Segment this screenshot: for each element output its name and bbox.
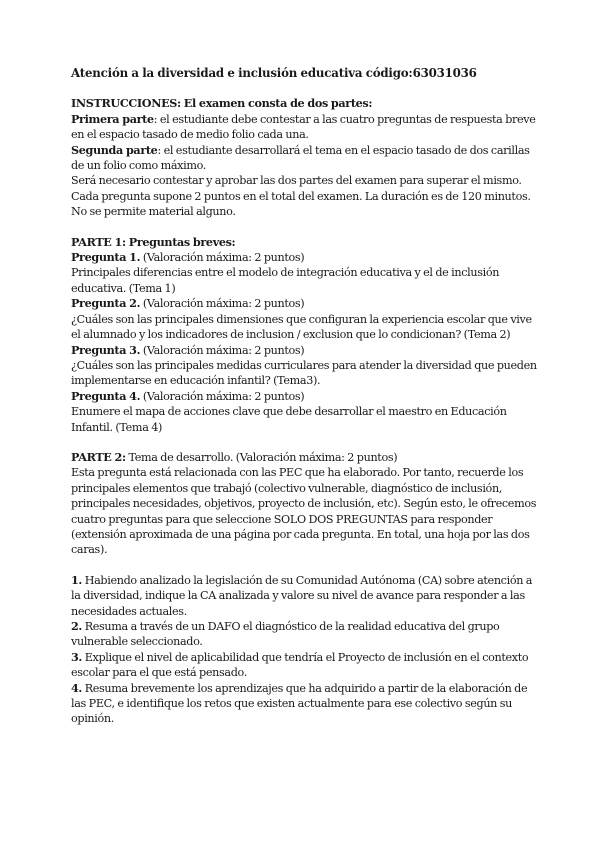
question-text: Principales diferencias entre el modelo de integración educativa y el de inclusión educativa. (Tema 1) <box>71 266 500 295</box>
question-1 <box>71 250 541 296</box>
topic-item-2 <box>71 619 541 650</box>
topic-text: Resuma brevemente los aprendizajes que ha adquirido a partir de la elaboración de las PEC, e identifique los retos que existen actualmente para ese colectivo según su opinión. <box>71 681 528 726</box>
parte2-label: PARTE 2: <box>71 449 126 464</box>
topic-text: Explique el nivel de aplicabilidad que tendría el Proyecto de inclusión en el contexto escolar para el que está pensado. <box>71 650 529 680</box>
segunda-parte-text: : el estudiante desarrollará el tema en el espacio tasado de dos carillas de un folio como máximo. <box>71 143 530 173</box>
parte1-heading: PARTE 1: Preguntas breves: <box>71 234 236 249</box>
question-text: ¿Cuáles son las principales dimensiones que configuran la experiencia escolar que vive el alumnado y los indicadores de inclusion / exclusion que lo condicionan? (Tema 2) <box>71 312 532 342</box>
topic-text: Habiendo analizado la legislación de su Comunidad Autónoma (CA) sobre atención a la diversidad, indique la CA analizada y valore su nivel de avance para responder a las necesidades actuales. <box>71 573 533 618</box>
exam-title: Atención a la diversidad e inclusión educativa código:63031036 <box>71 66 477 80</box>
instructions-segunda-parte <box>71 143 541 174</box>
primera-parte-text: : el estudiante debe contestar a las cuatro preguntas de respuesta breve en el espacio tasado de medio folio cada una. <box>71 112 536 142</box>
instructions-primera-parte <box>71 112 541 143</box>
question-label: Pregunta 4. <box>71 388 141 403</box>
instructions-heading: INSTRUCCIONES: El examen consta de dos partes: <box>71 96 373 111</box>
primera-parte-label: Primera parte <box>71 111 154 126</box>
parte2-intro: Esta pregunta está relacionada con las PEC que ha elaborado. Por tanto, recuerde los principales elementos que trabajó (colectivo vulnerable, diagnóstico de inclusión, principales necesidades, objetivos, proyecto de inclusión, etc). Según esto, le ofrecemos cuatro preguntas para que seleccione SOLO DOS PREGUNTAS para responder (extensión aproximada de una página por cada pregunta. En total, una hoja por las dos caras). <box>71 466 537 557</box>
parte2-heading <box>71 450 541 465</box>
question-text: Enumere el mapa de acciones clave que debe desarrollar el maestro en Educación Infantil. (Tema 4) <box>71 405 507 434</box>
question-label: Pregunta 1. <box>71 250 141 265</box>
question-valuation: (Valoración máxima: 2 puntos) <box>140 297 305 311</box>
question-valuation: (Valoración máxima: 2 puntos) <box>140 251 305 265</box>
question-2 <box>71 296 541 342</box>
topic-item-4 <box>71 681 541 727</box>
segunda-parte-label: Segunda parte <box>71 142 158 157</box>
topic-item-3 <box>71 650 541 681</box>
question-valuation: (Valoración máxima: 2 puntos) <box>140 343 305 357</box>
topic-number: 2. <box>71 619 82 633</box>
question-valuation: (Valoración máxima: 2 puntos) <box>140 389 305 403</box>
question-text: ¿Cuáles son las principales medidas curriculares para atender la diversidad que pueden implementarse en educación infantil? (Tema3). <box>71 358 537 388</box>
question-label: Pregunta 3. <box>71 342 141 357</box>
document-body <box>71 66 541 727</box>
instructions-note: Será necesario contestar y aprobar las dos partes del examen para superar el mismo. Cada pregunta supone 2 puntos en el total del examen. La duración es de 120 minutos. No se permite material alguno. <box>71 174 531 219</box>
question-4 <box>71 389 541 435</box>
topic-text: Resuma a través de un DAFO el diagnóstico de la realidad educativa del grupo vulnerable seleccionado. <box>71 620 500 649</box>
question-3 <box>71 343 541 389</box>
question-label: Pregunta 2. <box>71 296 141 311</box>
topic-number: 3. <box>71 649 82 664</box>
parte2-heading-rest: Tema de desarrollo. (Valoración máxima: 2 puntos) <box>125 450 398 464</box>
topic-number: 1. <box>71 572 82 587</box>
topic-number: 4. <box>71 680 82 695</box>
topic-item-1 <box>71 573 541 619</box>
